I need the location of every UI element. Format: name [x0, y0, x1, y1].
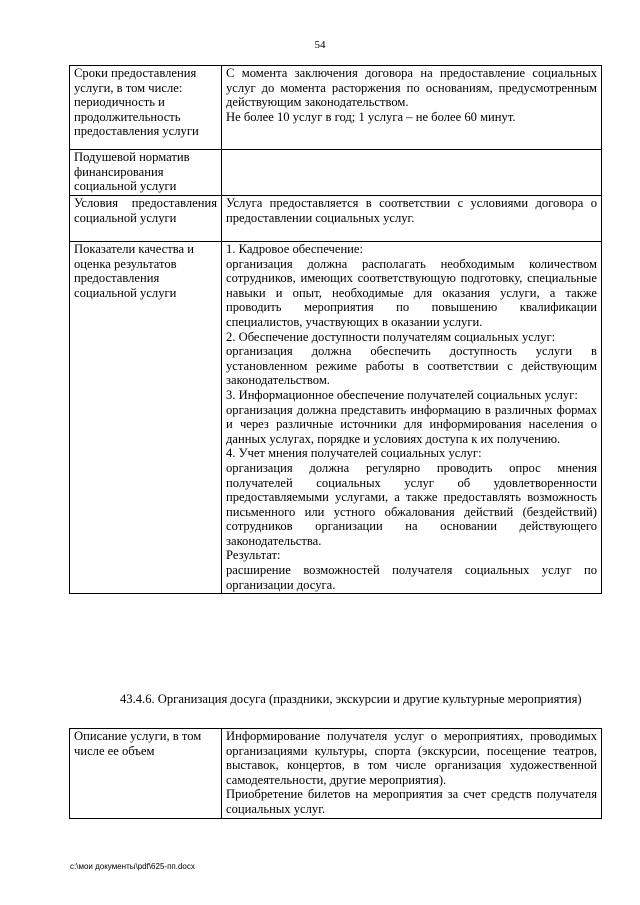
row-value: [222, 196, 602, 242]
service-table-1: [69, 65, 602, 594]
table-row: [70, 242, 602, 594]
row-label: Условия предоставления социальной услуги: [70, 196, 222, 242]
table-row: [70, 196, 602, 242]
row-value: [222, 729, 602, 819]
value-paragraph: 1. Кадровое обеспечение:: [226, 242, 364, 256]
table-row: [70, 150, 602, 196]
row-value-empty: [222, 150, 602, 196]
row-label: Подушевой норматив финансирования социальной услуги: [70, 150, 222, 196]
value-paragraph: Не более 10 услуг в год; 1 услуга – не более 60 минут.: [226, 109, 516, 124]
value-paragraph: Услуга предоставляется в соответствии с условиями договора о предоставлении социальных услуг.: [226, 196, 597, 225]
row-label: Сроки предоставления услуги, в том числе: периодичность и продолжительность предоставления услуги: [70, 66, 222, 150]
footer-file-path: c:\мои документы\pdf\625-пп.docx: [70, 862, 195, 871]
value-paragraph: 2. Обеспечение доступности получателям социальных услуг:: [226, 329, 556, 344]
value-paragraph: 3. Информационное обеспечение получателей социальных услуг:: [226, 387, 578, 402]
value-paragraph: организация должна регулярно проводить опрос мнения получателей социальных услуг об удовлетворенности предоставляемыми услугами, а также предоставлять возможность письменного или устного обжалования действий (бездействий) сотрудников организации на основании действующего законодательства.: [226, 460, 597, 548]
value-paragraph: Информирование получателя услуг о мероприятиях, проводимых организациями культуры, спорта (экскурсии, посещение театров, выставок, концертов, в том числе организация художественной самодеятельности, другие мероприятия).: [226, 729, 597, 787]
value-paragraph: Приобретение билетов на мероприятия за счет средств получателя социальных услуг.: [226, 787, 597, 816]
page-number: 54: [314, 39, 326, 51]
row-label: Показатели качества и оценка результатов предоставления социальной услуги: [70, 242, 222, 594]
table-row: [70, 729, 602, 819]
row-value: [222, 66, 602, 150]
table-row: [70, 66, 602, 150]
value-paragraph: 4. Учет мнения получателей социальных услуг:: [226, 446, 482, 461]
value-paragraph: организация должна обеспечить доступность услуги в установленном режиме работы в соответствии с действующим законодательством.: [226, 344, 597, 388]
row-label: Описание услуги, в том числе ее объем: [70, 729, 222, 819]
value-paragraph: С момента заключения договора на предоставление социальных услуг до момента расторжения по основаниям, предусмотренным действующим законодательством.: [226, 66, 597, 110]
value-paragraph: Результат:: [226, 548, 281, 563]
value-paragraph: организация должна представить информацию в различных формах и через различные источники для информирования населения о данных услугах, порядке и условиях доступа к их получению.: [226, 402, 597, 446]
value-paragraph: расширение возможностей получателя социальных услуг по организации досуга.: [226, 563, 597, 592]
service-table-2: [69, 728, 602, 819]
section-heading: 43.4.6. Организация досуга (праздники, экскурсии и другие культурные мероприятия): [120, 692, 582, 706]
row-value: [222, 242, 602, 594]
value-paragraph: организация должна располагать необходимым количеством сотрудников, имеющих соответствующую подготовку, специальные навыки и опыт, необходимые для оказания услуги, а также проводить мероприятия по повышению квалификации специалистов, участвующих в оказании услуги.: [226, 256, 597, 329]
